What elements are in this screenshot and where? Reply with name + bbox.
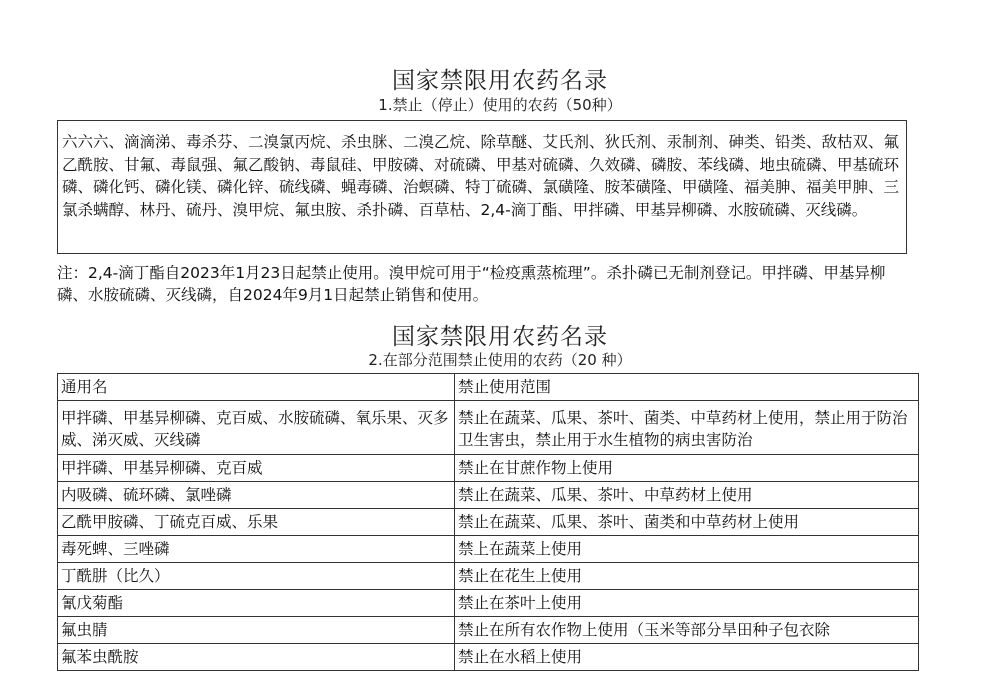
ban-scope-cell: 禁止在蔬菜、瓜果、茶叶、菌类、中草药材上使用，禁止用于防治卫生害虫，禁止用于水生植物的病虫害防治 <box>455 401 919 455</box>
table-row <box>58 644 919 671</box>
ban-scope-cell: 禁止在茶叶上使用 <box>455 590 919 617</box>
table-row <box>58 482 919 509</box>
section-subtitle-banned: 1.禁止（停止）使用的农药（50种） <box>378 96 622 114</box>
pesticide-name-cell: 氟虫腈 <box>58 617 455 644</box>
ban-scope-cell: 禁止在水稻上使用 <box>455 644 919 671</box>
table-row <box>58 563 919 590</box>
table-row <box>58 617 919 644</box>
pesticide-name-cell: 氰戊菊酯 <box>58 590 455 617</box>
column-header-scope: 禁止使用范围 <box>455 374 919 401</box>
banned-pesticide-list: 六六六、滴滴涕、毒杀芬、二溴氯丙烷、杀虫脒、二溴乙烷、除草醚、艾氏剂、狄氏剂、汞制剂、砷类、铅类、敌枯双、氟乙酰胺、甘氟、毒鼠强、氟乙酸钠、毒鼠硅、甲胺磷、对硫磷、甲基对硫磷、久效磷、磷胺、苯线磷、地虫硫磷、甲基硫环磷、磷化钙、磷化镁、磷化锌、硫线磷、蝇毒磷、治螟磷、特丁硫磷、氯磺隆、胺苯磺隆、甲磺隆、福美胂、福美甲胂、三氯杀螨醇、林丹、硫丹、溴甲烷、氟虫胺、杀扑磷、百草枯、2,4-滴丁酯、甲拌磷、甲基异柳磷、水胺硫磷、灭线磷。 <box>57 120 907 254</box>
column-header-name: 通用名 <box>58 374 455 401</box>
ban-scope-cell: 禁止在蔬菜、瓜果、茶叶、菌类和中草药材上使用 <box>455 509 919 536</box>
table-row <box>58 509 919 536</box>
table-row <box>58 455 919 482</box>
table-row <box>58 401 919 455</box>
note-text: 注：2,4-滴丁酯自2023年1月23日起禁止使用。溴甲烷可用于“检疫熏蒸梳理”。杀扑磷已无制剂登记。甲拌磷、甲基异柳磷、水胺硫磷、灭线磷，自2024年9月1日起禁止销售和使用。 <box>57 264 886 304</box>
ban-scope-cell: 禁止在花生上使用 <box>455 563 919 590</box>
section-title: 国家禁限用农药名录 <box>392 324 608 350</box>
table-header-row <box>58 374 919 401</box>
ban-scope-cell: 禁止在甘蔗作物上使用 <box>455 455 919 482</box>
pesticide-name-cell: 甲拌磷、甲基异柳磷、克百威 <box>58 455 455 482</box>
table-row <box>58 536 919 563</box>
restricted-pesticide-table <box>57 373 919 671</box>
pesticide-name-cell: 乙酰甲胺磷、丁硫克百威、乐果 <box>58 509 455 536</box>
pesticide-name-cell: 丁酰肼（比久） <box>58 563 455 590</box>
pesticide-name-cell: 内吸磷、硫环磷、氯唑磷 <box>58 482 455 509</box>
ban-scope-cell: 禁止在蔬菜、瓜果、茶叶、中草药材上使用 <box>455 482 919 509</box>
pesticide-name-cell: 毒死蜱、三唑磷 <box>58 536 455 563</box>
section-subtitle-restricted: 2.在部分范围禁止使用的农药（20 种） <box>368 351 632 369</box>
ban-scope-cell: 禁上在蔬菜上使用 <box>455 536 919 563</box>
table-row <box>58 590 919 617</box>
page-title: 国家禁限用农药名录 <box>392 68 608 94</box>
pesticide-name-cell: 甲拌磷、甲基异柳磷、克百威、水胺硫磷、氧乐果、灭多威、涕灭威、灭线磷 <box>58 401 455 455</box>
pesticide-name-cell: 氟苯虫酰胺 <box>58 644 455 671</box>
ban-scope-cell: 禁止在所有农作物上使用（玉米等部分旱田种子包衣除 <box>455 617 919 644</box>
